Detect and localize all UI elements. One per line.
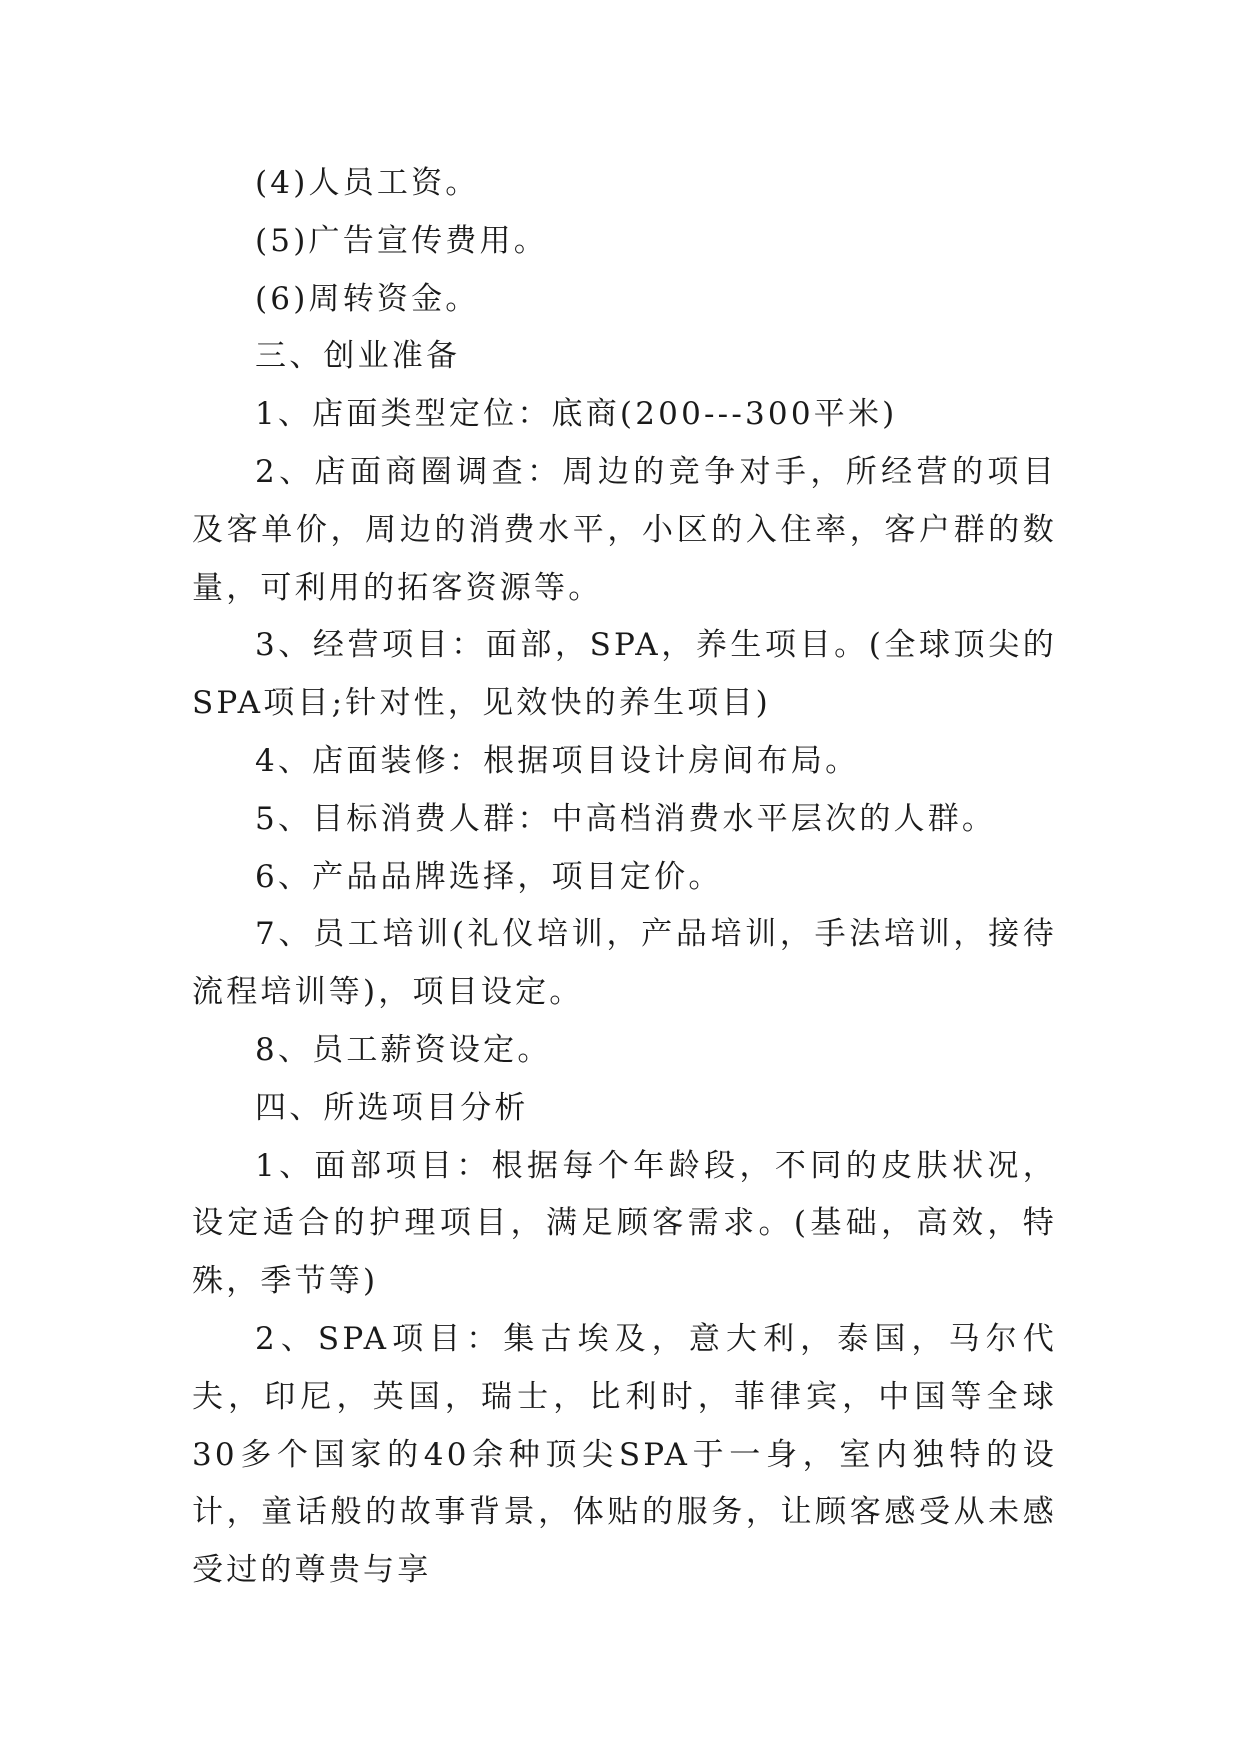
paragraph: (4)人员工资。: [255, 165, 480, 201]
paragraph: 4、店面装修：根据项目设计房间布局。: [255, 742, 860, 779]
paragraph: 2、SPA项目：集古埃及，意大利，泰国，马尔代夫，印尼，英国，瑞士，比利时，菲律宾，中国等全球30多个国家的40余种顶尖SPA于一身，室内独特的设计，童话般的故事背景，体贴的服务，让顾客感受从未感受过的尊贵与享: [192, 1320, 1057, 1589]
paragraph: 8、员工薪资设定。: [255, 1031, 552, 1068]
paragraph: 3、经营项目：面部，SPA，养生项目。(全球顶尖的SPA项目;针对性，见效快的养生项目): [192, 627, 1057, 722]
paragraph: (6)周转资金。: [255, 280, 480, 317]
paragraph: (5)广告宣传费用。: [255, 222, 548, 259]
paragraph: 2、店面商圈调查：周边的竞争对手，所经营的项目及客单价，周边的消费水平，小区的入住率，客户群的数量，可利用的拓客资源等。: [192, 453, 1057, 606]
paragraph: 5、目标消费人群：中高档消费水平层次的人群。: [255, 800, 997, 837]
paragraph: 7、员工培训(礼仪培训，产品培训，手法培训，接待流程培训等)，项目设定。: [192, 916, 1057, 1011]
paragraph: 1、店面类型定位：底商(200---300平米): [255, 396, 898, 433]
document-body: [192, 155, 1057, 1600]
section-heading: 四、所选项目分析: [255, 1089, 529, 1126]
section-heading: 三、创业准备: [255, 338, 461, 375]
paragraph: 1、面部项目：根据每个年龄段，不同的皮肤状况，设定适合的护理项目，满足顾客需求。(基础，高效，特殊，季节等): [192, 1147, 1057, 1300]
paragraph: 6、产品品牌选择，项目定价。: [255, 858, 723, 895]
